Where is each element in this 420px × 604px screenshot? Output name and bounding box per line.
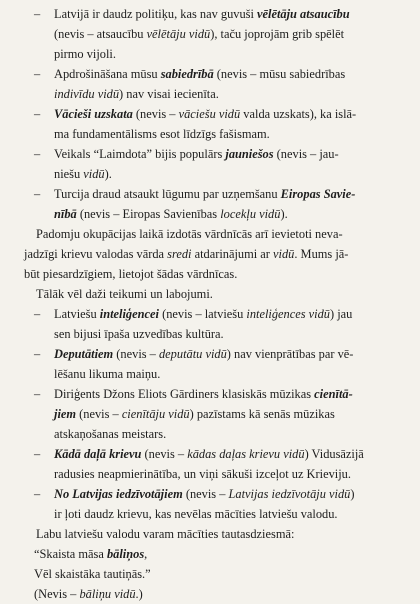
emphasized-text: deputātu vidū (158, 347, 227, 361)
text-line (12, 364, 410, 384)
emphasized-text: vidū (83, 167, 105, 181)
text-line (12, 544, 410, 564)
text-segment: ) nav visai iecienīta. (119, 87, 219, 101)
text-segment: (nevis – (113, 347, 159, 361)
text-line (12, 164, 410, 184)
list-dash: – (34, 387, 41, 401)
emphasized-text: Deputātiem (54, 347, 114, 361)
text-line (12, 524, 410, 544)
text-segment: Diriģents Džons Eliots Gārdiners klasiskās mūzikas (54, 387, 315, 401)
text-segment: Padomju okupācijas laikā izdotās vārdnīcās arī ievietoti neva- (36, 227, 343, 241)
text-segment: jadzīgi krievu valodas vārda (24, 247, 168, 261)
text-segment: atskaņošanas meistars. (54, 427, 167, 441)
emphasized-text: cienītā- (314, 387, 353, 401)
text-line (12, 324, 410, 344)
emphasized-text: sredi (167, 247, 192, 261)
text-line (12, 144, 410, 164)
text-segment: ) nav vienprātības par vē- (226, 347, 354, 361)
emphasized-text: bāliņu vidū (79, 587, 136, 601)
text-line (12, 424, 410, 444)
emphasized-text: vāciešu vidū (178, 107, 241, 121)
list-dash: – (34, 487, 41, 501)
text-segment: ) jau (329, 307, 353, 321)
text-line (12, 64, 410, 84)
text-segment: lēšanu likuma maiņu. (54, 367, 161, 381)
text-line (12, 484, 410, 504)
text-segment: Veikals “Laimdota” bijis populārs (54, 147, 226, 161)
emphasized-text: vidū (273, 247, 295, 261)
text-line (12, 84, 410, 104)
emphasized-text: indivīdu vidū (54, 87, 120, 101)
list-dash: – (34, 67, 41, 81)
text-line (12, 384, 410, 404)
list-dash: – (34, 147, 41, 161)
emphasized-text: Eiropas Savie- (280, 187, 356, 201)
text-segment: (nevis – (76, 407, 122, 421)
text-line (12, 284, 410, 304)
emphasized-text: bāliņos (106, 547, 145, 561)
text-segment: (nevis – (141, 447, 188, 461)
text-segment: ir ļoti daudz krievu, kas nevēlas mācīties latviešu valodu. (54, 507, 338, 521)
text-segment: niešu (54, 167, 84, 181)
text-segment: Turcija draud atsaukt lūgumu par uzņemšanu (54, 187, 281, 201)
text-segment: ma fundamentālisms esot līdzīgs fašismam. (54, 127, 270, 141)
text-segment: (nevis – Eiropas Savienības (76, 207, 221, 221)
list-dash: – (34, 447, 41, 461)
emphasized-text: cienītāju vidū (121, 407, 190, 421)
text-line (12, 244, 410, 264)
text-line (12, 464, 410, 484)
text-line (12, 204, 410, 224)
text-segment: ), taču joprojām grib spēlēt (210, 27, 345, 41)
text-line (12, 344, 410, 364)
list-dash: – (34, 307, 41, 321)
text-segment: , (144, 547, 148, 561)
text-segment: (nevis – atsaucību (54, 27, 147, 41)
list-dash: – (34, 107, 41, 121)
text-segment: atdarinājumi ar (191, 247, 274, 261)
text-segment: ) pazīstams kā senās mūzikas (189, 407, 335, 421)
text-segment: “Skaista māsa (34, 547, 107, 561)
text-segment: Labu latviešu valodu varam mācīties tautasdziesmā: (36, 527, 295, 541)
text-line (12, 44, 410, 64)
text-segment: valda uzskats), ka islā- (240, 107, 357, 121)
text-segment: (nevis – mūsu sabiedrības (213, 67, 346, 81)
text-segment: Vēl skaistāka tautiņās.” (34, 567, 151, 581)
text-segment: .) (135, 587, 143, 601)
text-line (12, 264, 410, 284)
emphasized-text: kādas daļas krievu vidū (187, 447, 305, 461)
emphasized-text: vēlētāju atsaucību (257, 7, 350, 21)
emphasized-text: Vācieši uzskata (54, 107, 133, 121)
text-line (12, 564, 410, 584)
text-line (12, 404, 410, 424)
emphasized-text: No Latvijas iedzīvotājiem (54, 487, 183, 501)
text-segment: ) (350, 487, 355, 501)
text-segment: radusies neapmierinātība, un viņi sākuši izceļot uz Krieviju. (54, 467, 351, 481)
text-line (12, 104, 410, 124)
list-dash: – (34, 347, 41, 361)
emphasized-text: jiem (54, 407, 77, 421)
text-line (12, 124, 410, 144)
text-segment: ) Vidusāzijā (304, 447, 364, 461)
emphasized-text: vēlētāju vidū (146, 27, 211, 41)
text-line (12, 304, 410, 324)
text-line (12, 584, 410, 604)
text-segment: Apdrošināšana mūsu (54, 67, 161, 81)
text-line (12, 224, 410, 244)
emphasized-text: Kādā daļā krievu (54, 447, 142, 461)
emphasized-text: inteliģencei (99, 307, 159, 321)
emphasized-text: Latvijas iedzīvotāju vidū (228, 487, 351, 501)
text-segment: būt piesardzīgiem, lietojot šādas vārdnīcas. (24, 267, 238, 281)
text-segment: (nevis – (132, 107, 179, 121)
text-line (12, 184, 410, 204)
emphasized-text: sabiedrībā (160, 67, 214, 81)
text-segment: . Mums jā- (294, 247, 349, 261)
emphasized-text: jauniešos (225, 147, 274, 161)
emphasized-text: nībā (54, 207, 77, 221)
text-line (12, 4, 410, 24)
text-segment: sen bijusi īpaša uzvedības kultūra. (54, 327, 224, 341)
text-segment: ). (104, 167, 112, 181)
list-dash: – (34, 187, 41, 201)
text-segment: (nevis – jau- (273, 147, 339, 161)
text-line (12, 504, 410, 524)
text-segment: pirmo vijoli. (54, 47, 116, 61)
emphasized-text: locekļu vidū (220, 207, 281, 221)
text-line (12, 444, 410, 464)
text-segment: ). (280, 207, 288, 221)
text-segment: Latvijā ir daudz politiķu, kas nav guvuši (54, 7, 258, 21)
text-segment: (nevis – (182, 487, 229, 501)
list-dash: – (34, 7, 41, 21)
text-segment: Tālāk vēl daži teikumi un labojumi. (36, 287, 213, 301)
text-line (12, 24, 410, 44)
text-segment: (nevis – latviešu (158, 307, 247, 321)
text-segment: (Nevis – (34, 587, 80, 601)
text-segment: Latviešu (54, 307, 100, 321)
emphasized-text: inteliģences vidū (246, 307, 330, 321)
